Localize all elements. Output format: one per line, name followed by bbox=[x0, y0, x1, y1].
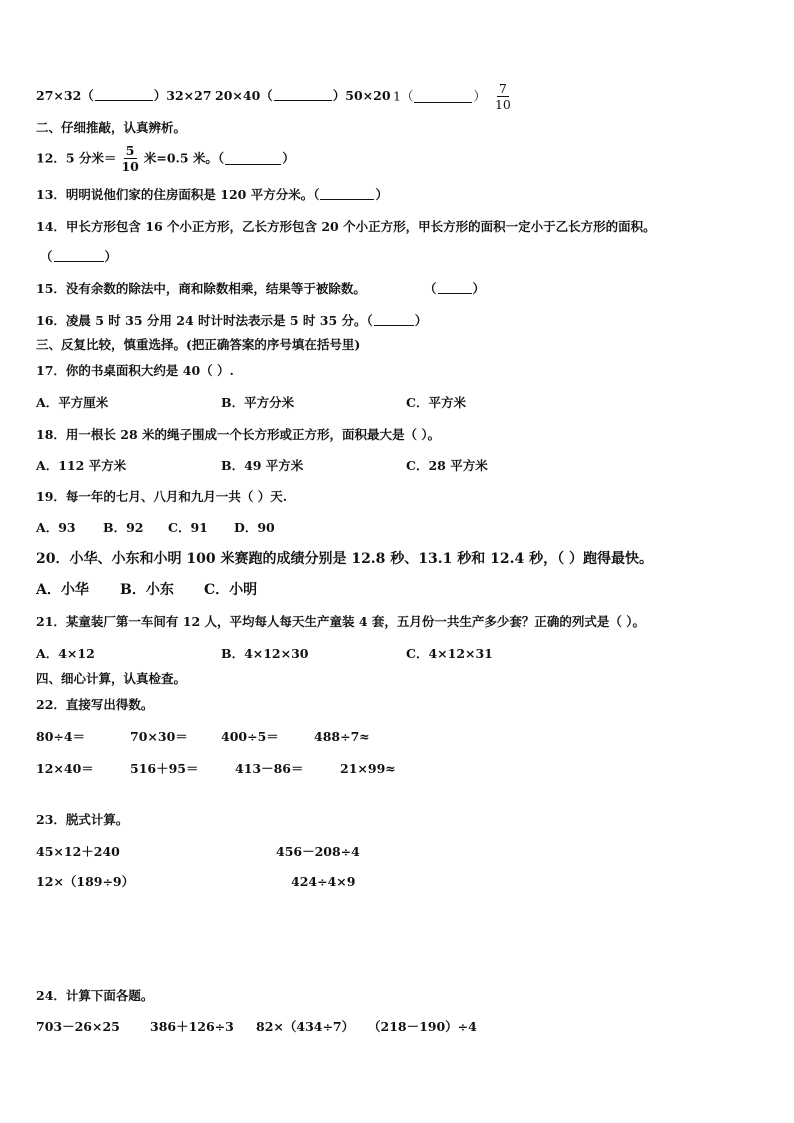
calc-22-3: 400÷5＝ bbox=[221, 729, 279, 744]
answer-blank[interactable] bbox=[374, 313, 414, 326]
question-16: 16．凌晨 5 时 35 分用 24 时计时法表示是 5 时 35 分。（ ） bbox=[36, 313, 428, 328]
calc-24-4: （218－190）÷4 bbox=[368, 1019, 477, 1034]
answer-blank[interactable] bbox=[95, 88, 153, 101]
compare-3 bbox=[393, 76, 516, 117]
question-21: 21．某童装厂第一车间有 12 人，平均每人每天生产童装 4 套，五月份一共生产多少套？正确的列式是（ ）。 bbox=[36, 614, 645, 629]
option-19-a[interactable]: A．93 bbox=[36, 520, 76, 535]
option-20-a[interactable]: A．小华 bbox=[36, 582, 89, 598]
option-19-c[interactable]: C．91 bbox=[168, 520, 208, 535]
answer-blank[interactable] bbox=[438, 281, 472, 294]
question-18: 18．用一根长 28 米的绳子围成一个长方形或正方形，面积最大是（ ）。 bbox=[36, 427, 441, 442]
option-21-c[interactable]: C．4×12×31 bbox=[406, 646, 493, 661]
question-14: 14．甲长方形包含 16 个小正方形，乙长方形包含 20 个小正方形，甲长方形的面积一定小于乙长方形的面积。 bbox=[36, 219, 656, 234]
question-13: 13．明明说他们家的住房面积是 120 平方分米。（ ） bbox=[36, 187, 388, 202]
answer-blank[interactable] bbox=[274, 88, 332, 101]
question-14-answer: （ ） bbox=[40, 249, 118, 264]
question-19: 19．每一年的七月、八月和九月一共（ ）天. bbox=[36, 489, 288, 504]
section-2-title: 二、仔细推敲，认真辨析。 bbox=[36, 120, 187, 135]
calc-24-2: 386＋126÷3 bbox=[150, 1019, 234, 1034]
question-23: 23．脱式计算。 bbox=[36, 812, 129, 827]
option-20-b[interactable]: B．小东 bbox=[120, 582, 174, 598]
calc-22-8: 21×99≈ bbox=[340, 761, 396, 776]
compare-1-left: 27×32（ bbox=[36, 88, 94, 103]
fraction-7-10: $\frac{7}{10}$ bbox=[494, 81, 511, 112]
question-15: 15．没有余数的除法中，商和除数相乘，结果等于被除数。 bbox=[36, 281, 366, 296]
question-24: 24．计算下面各题。 bbox=[36, 988, 154, 1003]
option-20-c[interactable]: C．小明 bbox=[204, 582, 258, 598]
calc-23-2: 456－208÷4 bbox=[276, 844, 360, 859]
option-18-a[interactable]: A．112 平方米 bbox=[36, 458, 127, 473]
answer-blank[interactable] bbox=[414, 90, 472, 103]
compare-2-right: ）50×20 bbox=[332, 88, 391, 103]
option-17-c[interactable]: C．平方米 bbox=[406, 395, 466, 410]
calc-23-3: 12×（189÷9） bbox=[36, 874, 135, 889]
calc-22-7: 413－86＝ bbox=[235, 761, 304, 776]
calc-22-4: 488÷7≈ bbox=[314, 729, 370, 744]
option-19-d[interactable]: D．90 bbox=[234, 520, 275, 535]
compare-2 bbox=[215, 87, 391, 105]
question-20: 20．小华、小东和小明 100 米赛跑的成绩分别是 12.8 秒、13.1 秒和 12.4 秒，（ ）跑得最快。 bbox=[36, 551, 653, 567]
compare-row bbox=[36, 87, 212, 105]
option-21-b[interactable]: B．4×12×30 bbox=[221, 646, 309, 661]
calc-24-3: 82×（434÷7） bbox=[256, 1019, 355, 1034]
section-3-title: 三、反复比较，慎重选择。(把正确答案的序号填在括号里) bbox=[36, 337, 361, 352]
option-21-a[interactable]: A．4×12 bbox=[36, 646, 95, 661]
compare-2-left: 20×40（ bbox=[215, 88, 273, 103]
answer-blank[interactable] bbox=[54, 249, 104, 262]
compare-3-left: 1（ bbox=[393, 88, 414, 104]
calc-22-5: 12×40＝ bbox=[36, 761, 94, 776]
calc-22-6: 516＋95＝ bbox=[130, 761, 199, 776]
answer-blank[interactable] bbox=[225, 152, 281, 165]
question-22: 22．直接写出得数。 bbox=[36, 697, 154, 712]
calc-22-2: 70×30＝ bbox=[130, 729, 188, 744]
answer-blank[interactable] bbox=[320, 187, 374, 200]
option-19-b[interactable]: B．92 bbox=[103, 520, 144, 535]
fraction-5-10: $\frac{5}{10}$ bbox=[121, 143, 139, 174]
compare-3-right: ） bbox=[473, 88, 486, 104]
calc-22-1: 80÷4＝ bbox=[36, 729, 86, 744]
calc-23-4: 424÷4×9 bbox=[291, 874, 356, 889]
option-18-c[interactable]: C．28 平方米 bbox=[406, 458, 488, 473]
section-4-title: 四、细心计算，认真检查。 bbox=[36, 671, 187, 686]
question-15-answer: （ ） bbox=[424, 281, 486, 296]
question-17: 17．你的书桌面积大约是 40（ ）. bbox=[36, 363, 234, 378]
question-12: 12．5 分米＝ $\frac{5}{10}$ 米=0.5 米。（ ） bbox=[36, 143, 295, 174]
option-18-b[interactable]: B．49 平方米 bbox=[221, 458, 304, 473]
option-17-b[interactable]: B．平方分米 bbox=[221, 395, 295, 410]
calc-24-1: 703－26×25 bbox=[36, 1019, 120, 1034]
compare-1-right: ）32×27 bbox=[153, 88, 212, 103]
calc-23-1: 45×12＋240 bbox=[36, 844, 120, 859]
option-17-a[interactable]: A．平方厘米 bbox=[36, 395, 109, 410]
